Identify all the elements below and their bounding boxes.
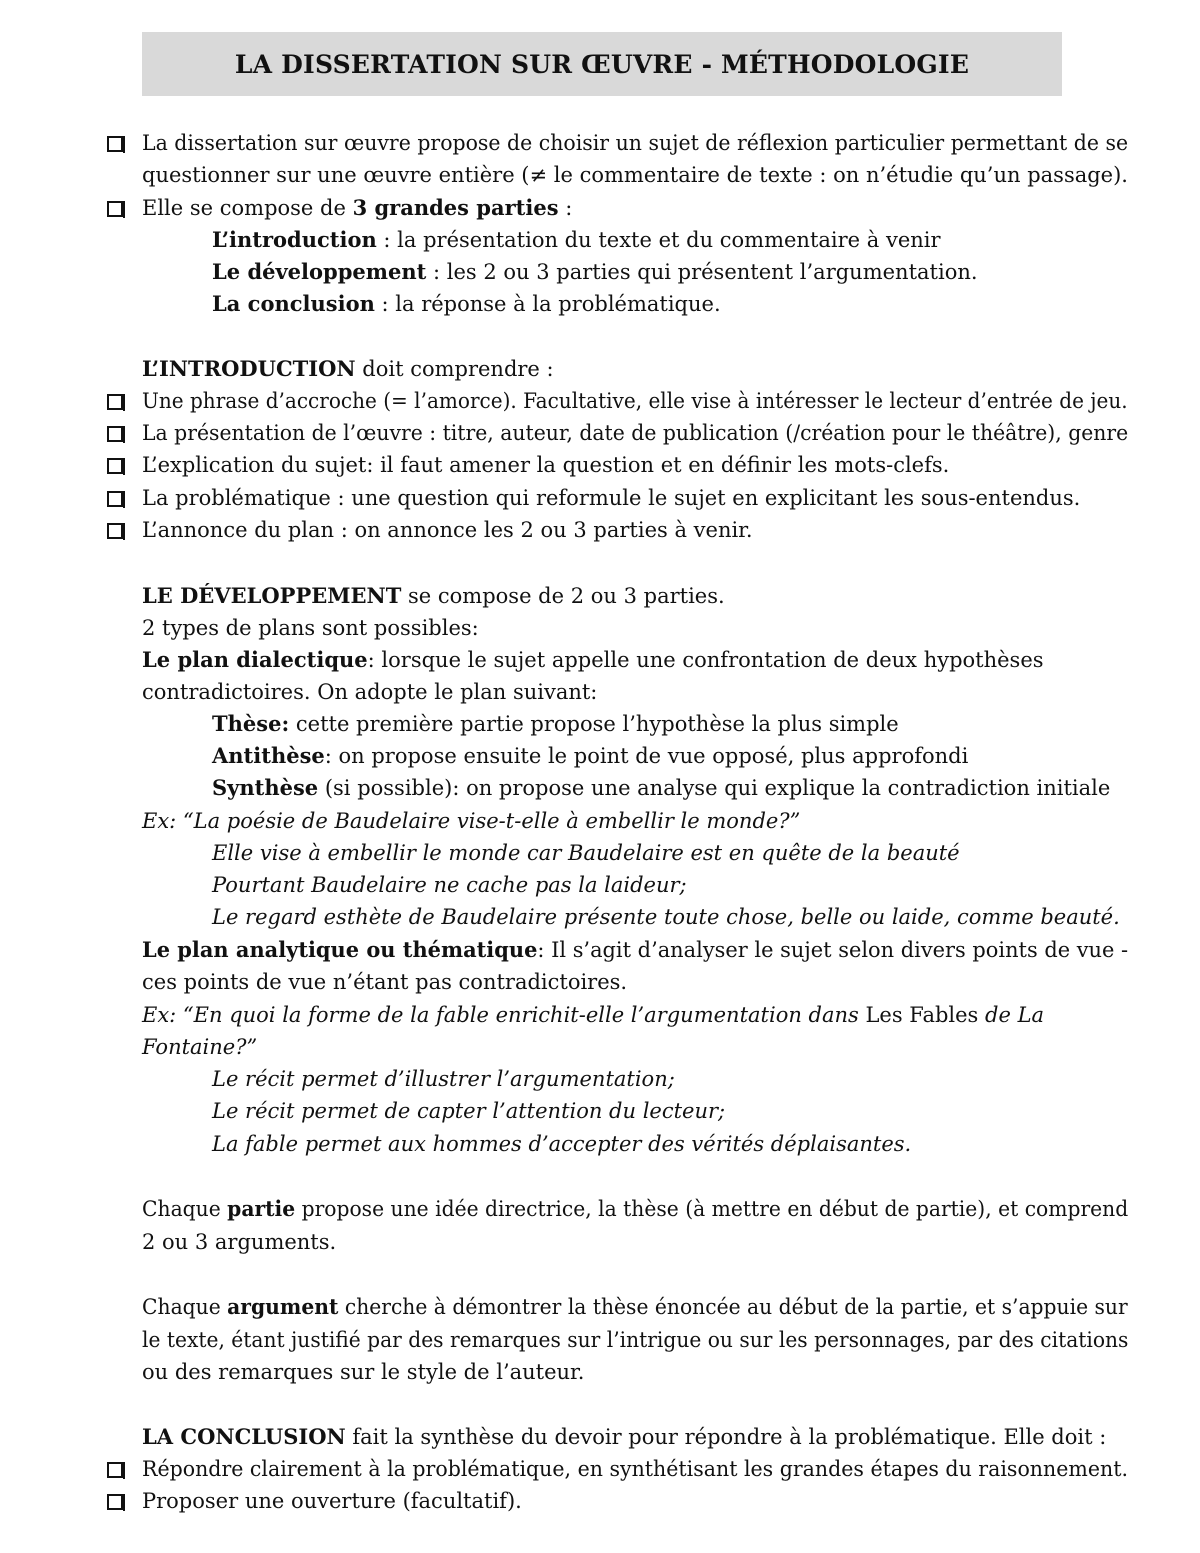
example-text: Ex: “En quoi la forme de la fable enrichit-elle l’argumentation dans Les Fables de La [142, 1003, 1045, 1027]
paragraph-text: Chaque partie propose une idée directrice, la thèse (à mettre en début de partie), et comprend [142, 1196, 1129, 1221]
example-text: Le regard esthète de Baudelaire présente toute chose, belle ou laide, comme beauté. [212, 905, 1120, 929]
part-text: Antithèse: on propose ensuite le point de vue opposé, plus approfondi [212, 743, 969, 768]
page-title: LA DISSERTATION SUR ŒUVRE - MÉTHODOLOGIE [142, 32, 1062, 96]
bullet-text: questionner sur une œuvre entière (≠ le commentaire de texte : on n’étudie qu’un passage). [142, 163, 1128, 187]
checkbox-icon [107, 136, 123, 152]
paragraph-text: ou des remarques sur le style de l’auteur. [142, 1360, 585, 1384]
checkbox-icon [107, 458, 123, 474]
bullet-text: Proposer une ouverture (facultatif). [142, 1489, 522, 1513]
checkbox-icon [107, 523, 123, 539]
bullet-text: Une phrase d’accroche (= l’amorce). Facultative, elle vise à intéresser le lecteur d’entrée de jeu. [142, 389, 1128, 413]
checkbox-icon [107, 491, 123, 507]
part-text: La conclusion : la réponse à la problématique. [212, 291, 721, 316]
bullet-text: L’explication du sujet: il faut amener la question et en définir les mots-clefs. [142, 453, 950, 477]
plan-text: contradictoires. On adopte le plan suivant: [142, 680, 598, 704]
bullet-text: Répondre clairement à la problématique, en synthétisant les grandes étapes du raisonnement. [142, 1457, 1128, 1481]
example-text: Le récit permet de capter l’attention du lecteur; [212, 1099, 726, 1123]
paragraph-text: 2 ou 3 arguments. [142, 1230, 337, 1254]
bullet-text: La dissertation sur œuvre propose de choisir un sujet de réflexion particulier permettant de se [142, 131, 1129, 155]
example-text: La fable permet aux hommes d’accepter des vérités déplaisantes. [212, 1132, 912, 1156]
checkbox-icon [107, 1462, 123, 1478]
checkbox-icon [107, 394, 123, 410]
example-text: Le récit permet d’illustrer l’argumentation; [212, 1067, 675, 1091]
part-text: L’introduction : la présentation du texte et du commentaire à venir [212, 227, 941, 252]
plan-text: Le plan analytique ou thématique: Il s’agit d’analyser le sujet selon divers points de vue - [142, 937, 1129, 962]
paragraph-text: 2 types de plans sont possibles: [142, 616, 479, 640]
part-text: Le développement : les 2 ou 3 parties qui présentent l’argumentation. [212, 259, 978, 284]
checkbox-icon [107, 1494, 123, 1510]
part-text: Thèse: cette première partie propose l’hypothèse la plus simple [212, 711, 899, 736]
section-heading-text: LA CONCLUSION fait la synthèse du devoir pour répondre à la problématique. Elle doit : [142, 1424, 1107, 1449]
paragraph-text: Chaque argument cherche à démontrer la thèse énoncée au début de la partie, et s’appuie sur [142, 1294, 1128, 1319]
plan-text: Le plan dialectique: lorsque le sujet appelle une confrontation de deux hypothèses [142, 647, 1044, 672]
example-text: Ex: “La poésie de Baudelaire vise-t-elle à embellir le monde?” [142, 809, 801, 833]
plan-text: ces points de vue n’étant pas contradictoires. [142, 970, 628, 994]
example-text: Fontaine?” [142, 1035, 258, 1059]
example-text: Pourtant Baudelaire ne cache pas la laideur; [212, 873, 687, 897]
checkbox-icon [107, 426, 123, 442]
example-text: Elle vise à embellir le monde car Baudelaire est en quête de la beauté [212, 841, 960, 865]
bullet-text: La présentation de l’œuvre : titre, auteur, date de publication (/création pour le théâtre), genre [142, 421, 1129, 445]
bullet-text: L’annonce du plan : on annonce les 2 ou 3 parties à venir. [142, 518, 753, 542]
bullet-text: La problématique : une question qui reformule le sujet en explicitant les sous-entendus. [142, 486, 1081, 510]
paragraph-text: le texte, étant justifié par des remarques sur l’intrigue ou sur les personnages, par des citations [142, 1328, 1129, 1352]
section-heading-text: LE DÉVELOPPEMENT se compose de 2 ou 3 parties. [142, 583, 725, 608]
section-heading-text: L’INTRODUCTION doit comprendre : [142, 356, 554, 381]
bullet-text: Elle se compose de 3 grandes parties : [142, 195, 573, 220]
checkbox-icon [107, 201, 123, 217]
part-text: Synthèse (si possible): on propose une analyse qui explique la contradiction initiale [212, 775, 1111, 800]
